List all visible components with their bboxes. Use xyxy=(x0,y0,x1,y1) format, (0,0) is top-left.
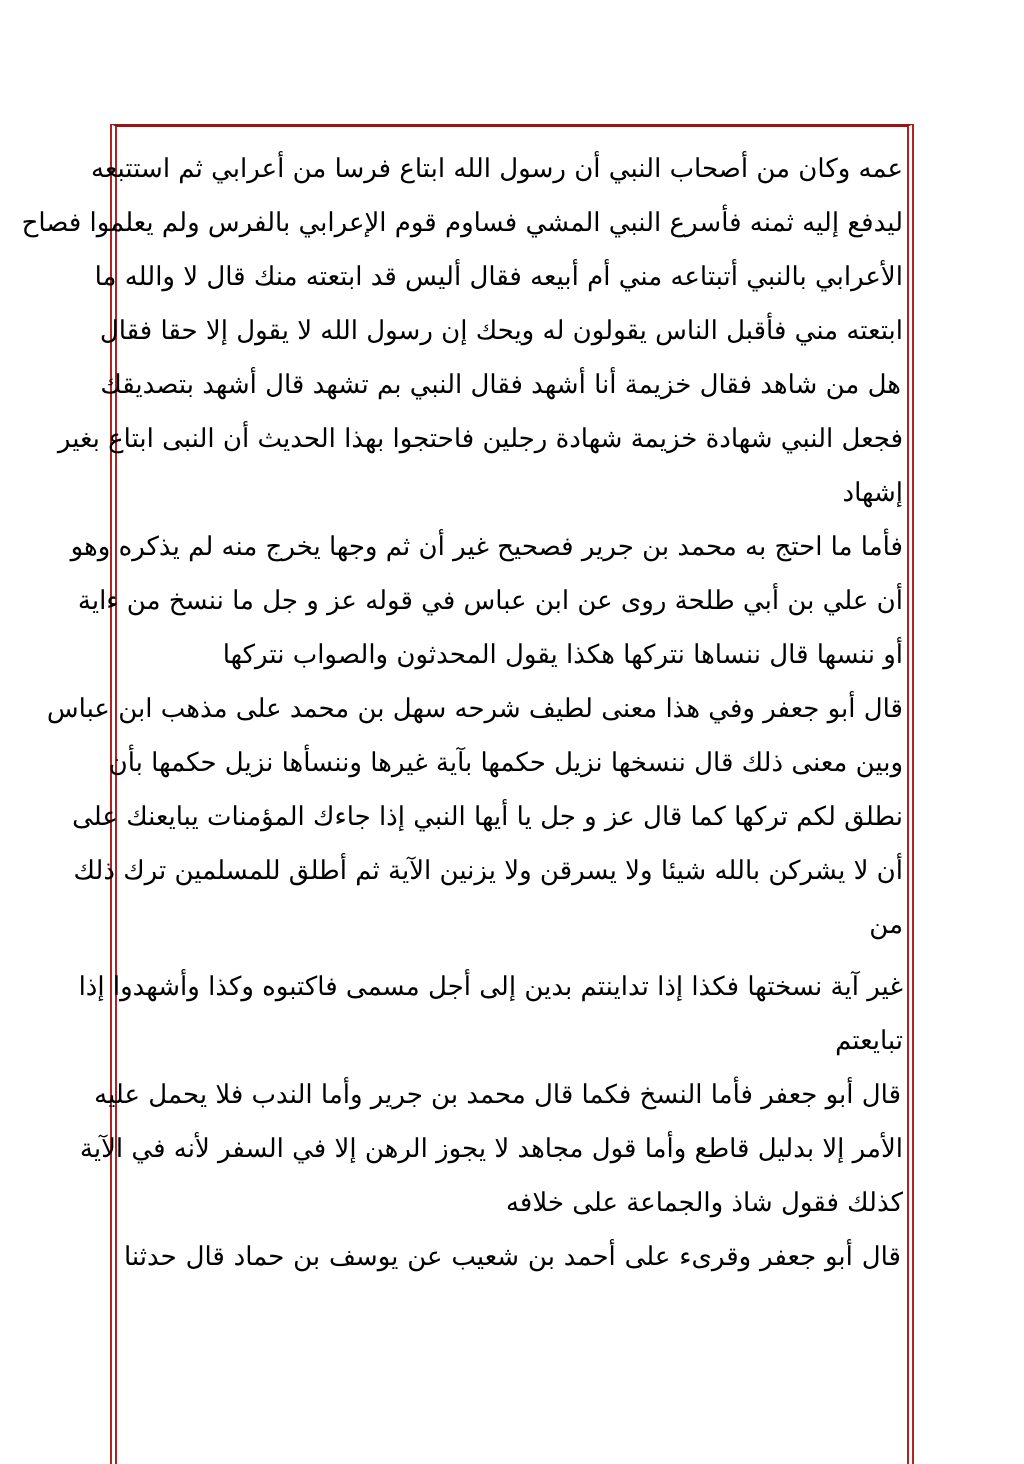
text-line: هل من شاهد فقال خزيمة أنا أشهد فقال النبي بم تشهد قال أشهد بتصديقك xyxy=(100,370,901,400)
text-line: غير آية نسختها فكذا إذا تداينتم بدين إلى أجل مسمى فاكتبوه وكذا وأشهدوا إذا xyxy=(78,972,903,1002)
text-line: ليدفع إليه ثمنه فأسرع النبي المشي فساوم قوم الإعرابي بالفرس ولم يعلموا فصاح xyxy=(21,208,903,238)
text-line: أن علي بن أبي طلحة روى عن ابن عباس في قوله عز و جل ما ننسخ من ءاية xyxy=(77,586,903,616)
paragraph-gap xyxy=(124,952,903,960)
text-line: أو ننسها قال ننساها نتركها هكذا يقول المحدثون والصواب نتركها xyxy=(222,640,903,670)
text-line: وبين معنى ذلك قال ننسخها نزيل حكمها بآية غيرها وننسأها نزيل حكمها بأن xyxy=(108,748,903,778)
text-line: تبايعتم xyxy=(835,1026,903,1056)
text-line: فجعل النبي شهادة خزيمة شهادة رجلين فاحتجوا بهذا الحديث أن النبى ابتاع بغير xyxy=(57,424,903,454)
text-line: إشهاد xyxy=(842,478,903,508)
text-line: ابتعته مني فأقبل الناس يقولون له ويحك إن رسول الله لا يقول إلا حقا فقال xyxy=(99,316,903,346)
text-line: قال أبو جعفر وقرىء على أحمد بن شعيب عن يوسف بن حماد قال حدثنا xyxy=(124,1242,901,1272)
text-line: الأعرابي بالنبي أتبتاعه مني أم أبيعه فقال أليس قد ابتعته منك قال لا والله ما xyxy=(94,262,903,292)
text-line: قال أبو جعفر فأما النسخ فكما قال محمد بن جرير وأما الندب فلا يحمل عليه xyxy=(94,1080,901,1110)
text-line: عمه وكان من أصحاب النبي أن رسول الله ابتاع فرسا من أعرابي ثم استتبعه xyxy=(91,154,903,184)
text-line: كذلك فقول شاذ والجماعة على خلافه xyxy=(505,1188,903,1218)
text-line: نطلق لكم تركها كما قال عز و جل يا أيها النبي إذا جاءك المؤمنات يبايعنك على xyxy=(72,802,903,832)
text-line: من xyxy=(869,910,903,940)
text-line: أن لا يشركن بالله شيئا ولا يسرقن ولا يزنين الآية ثم أطلق للمسلمين ترك ذلك xyxy=(73,856,903,886)
text-line: فأما ما احتج به محمد بن جرير فصحيح غير أن ثم وجها يخرج منه لم يذكره وهو xyxy=(70,532,903,562)
document-text xyxy=(21,142,903,1284)
text-line: الأمر إلا بدليل قاطع وأما قول مجاهد لا يجوز الرهن إلا في السفر لأنه في الآية xyxy=(79,1134,903,1164)
text-line: قال أبو جعفر وفي هذا معنى لطيف شرحه سهل بن محمد على مذهب ابن عباس xyxy=(46,694,903,724)
